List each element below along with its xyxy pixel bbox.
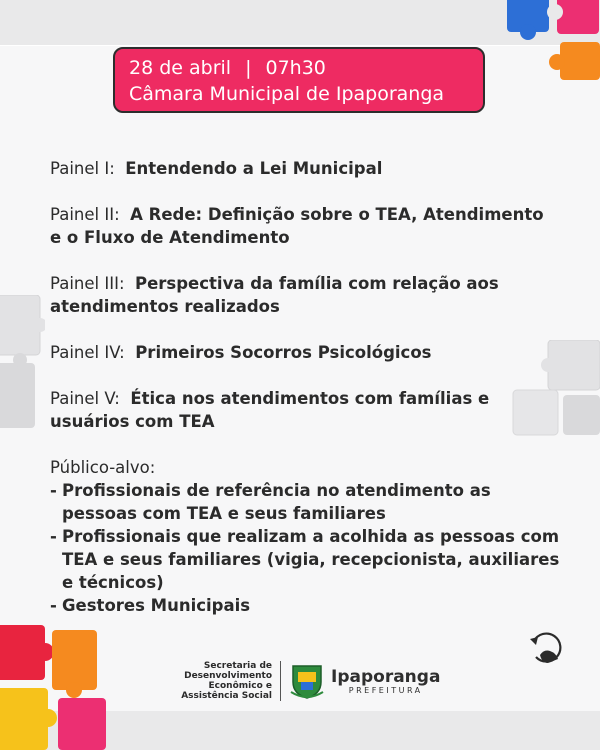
puzzle-knob	[520, 24, 536, 40]
event-venue: Câmara Municipal de Ipaporanga	[129, 83, 445, 105]
footer	[180, 658, 440, 704]
event-badge	[113, 47, 485, 113]
panel-label: Painel I:	[50, 159, 115, 178]
brand-name: Ipaporanga	[331, 666, 441, 687]
puzzle-left-faded	[0, 295, 45, 435]
event-separator: |	[245, 57, 252, 79]
puzzle-knob	[549, 54, 565, 70]
footer-divider	[280, 661, 281, 701]
puzzle-piece-icon	[560, 42, 600, 80]
panel-title: Ética nos atendimentos com famílias e usuários com TEA	[50, 389, 490, 431]
panel-item	[50, 157, 560, 180]
audience-item-text: Profissionais de referência no atendimento as pessoas com TEA e seus familiares	[62, 481, 491, 523]
list-dash: -	[50, 481, 57, 500]
panel-title: A Rede: Definição sobre o TEA, Atendimento e o Fluxo de Atendimento	[50, 205, 544, 247]
secretaria-name: Secretaria de Desenvolvimento Econômico e Assistência Social	[181, 661, 272, 701]
list-dash: -	[50, 596, 57, 615]
list-dash: -	[50, 527, 57, 546]
puzzle-piece-icon	[557, 0, 599, 34]
panel-label: Painel III:	[50, 274, 125, 293]
panel-item	[50, 203, 560, 249]
panel-label: Painel IV:	[50, 343, 125, 362]
puzzle-knob	[547, 4, 563, 20]
event-time: 07h30	[265, 57, 326, 79]
puzzle-piece-icon	[58, 698, 106, 750]
panel-label: Painel V:	[50, 389, 120, 408]
panel-item	[50, 272, 560, 318]
panel-title: Primeiros Socorros Psicológicos	[135, 343, 432, 362]
audience-item	[50, 525, 560, 594]
audience-title: Público-alvo:	[50, 458, 156, 477]
panel-item	[50, 341, 560, 364]
audience-item-text: Gestores Municipais	[62, 596, 251, 615]
panel-title: Perspectiva da família com relação aos atendimentos realizados	[50, 274, 499, 316]
audience-item	[50, 479, 560, 525]
puzzle-bottom-left	[0, 620, 110, 750]
panel-title: Entendendo a Lei Municipal	[125, 159, 383, 178]
audience-item-text: Profissionais que realizam a acolhida as pessoas com TEA e seus familiares (vigia, recepcionista, auxiliares e técnicos)	[62, 527, 560, 592]
audience-item	[50, 594, 560, 617]
brand-subtitle: PREFEITURA	[348, 685, 423, 695]
swipe-rotate-icon[interactable]	[526, 627, 566, 667]
brand	[331, 668, 440, 695]
panel-label: Painel II:	[50, 205, 120, 224]
puzzle-top-right	[505, 0, 600, 90]
city-crest-icon	[289, 662, 325, 700]
program-content	[50, 157, 560, 617]
event-date: 28 de abril	[129, 57, 232, 79]
panel-item	[50, 387, 560, 433]
puzzle-piece-icon	[52, 630, 97, 690]
event-datetime	[129, 55, 469, 81]
